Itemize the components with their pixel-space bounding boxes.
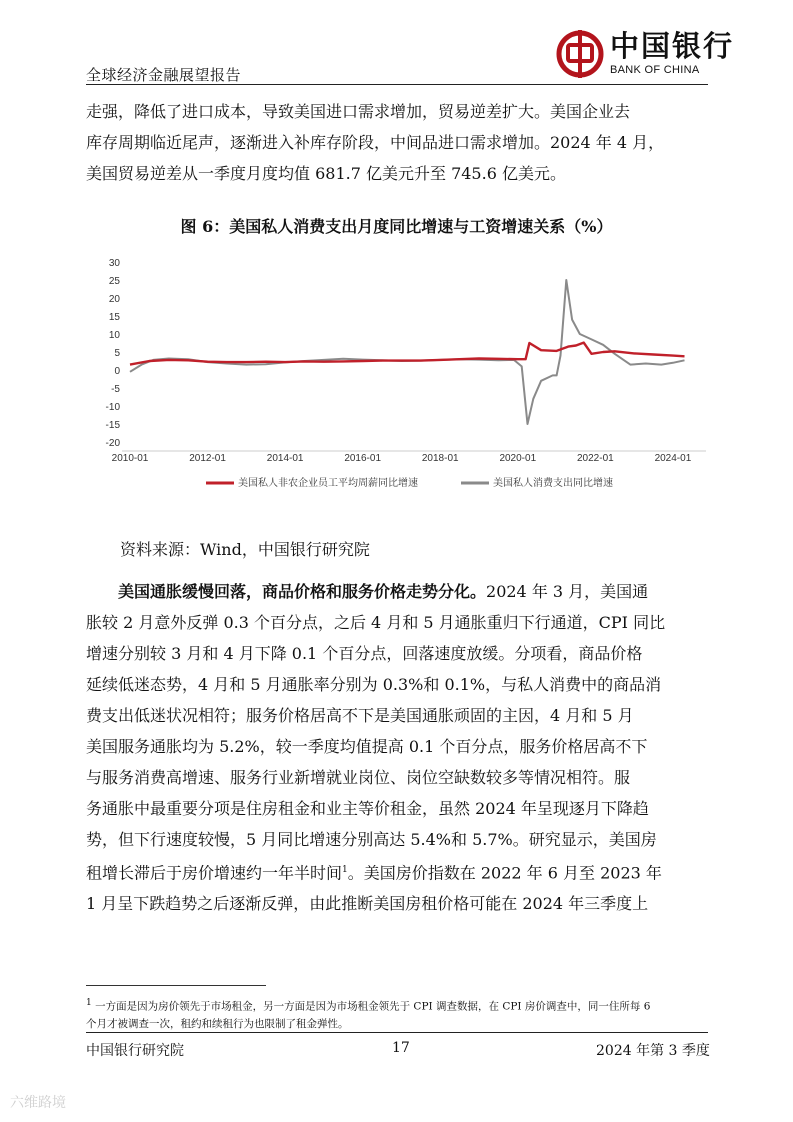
series-group xyxy=(130,280,685,424)
x-tick-label: 2014-01 xyxy=(266,453,304,464)
text-line: 费支出低迷状况相符；服务价格居高不下是美国通胀顽固的主因，4 月和 5 月 xyxy=(86,706,634,725)
x-tick-label: 2016-01 xyxy=(344,453,382,464)
x-tick-label: 2024-01 xyxy=(654,453,692,464)
series-line-1 xyxy=(130,343,685,365)
legend-label: 美国私人非农企业员工平均周薪同比增速 xyxy=(238,478,418,489)
text-line: 走强，降低了进口成本，导致美国进口需求增加，贸易逆差扩大。美国企业去 xyxy=(86,102,631,121)
footer-period: 2024 年第 3 季度 xyxy=(596,1043,710,1059)
text-line: 美国服务通胀均为 5.2%，较一季度均值提高 0.1 个百分点，服务价格居高不下 xyxy=(86,737,648,756)
text-line xyxy=(86,576,716,607)
paragraph-lead: 美国通胀缓慢回落，商品价格和服务价格走势分化。 xyxy=(118,582,487,601)
x-tick-label: 2020-01 xyxy=(499,453,537,464)
text-line: 胀较 2 月意外反弹 0.3 个百分点，之后 4 月和 5 月通胀重归下行通道，CPI 同比 xyxy=(86,613,666,632)
y-tick-label: 30 xyxy=(108,258,120,269)
legend-label: 美国私人消费支出同比增速 xyxy=(493,478,613,489)
y-tick-label: 25 xyxy=(108,276,120,287)
text-line: 增速分别较 3 月和 4 月下降 0.1 个百分点，回落速度放缓。分项看，商品价格 xyxy=(86,644,643,663)
x-tick-label: 2012-01 xyxy=(189,453,226,464)
footnote-divider xyxy=(86,985,266,986)
footnote-text: 一方面是因为房价领先于市场租金，另一方面是因为市场租金领先于 CPI 调查数据，在 CPI 房价调查中，同一住所每 6 xyxy=(91,1000,651,1013)
footer-institution: 中国银行研究院 xyxy=(86,1043,184,1059)
footnote-reference[interactable]: 1 xyxy=(342,865,348,875)
logo-text-cn: 中国银行 xyxy=(610,29,735,63)
y-tick-label: -15 xyxy=(105,420,120,431)
x-tick-label: 2018-01 xyxy=(421,453,459,464)
chart-legend xyxy=(206,476,613,489)
y-tick-label: 15 xyxy=(108,312,120,323)
text-line: 库存周期临近尾声，逐渐进入补库存阶段，中间品进口需求增加。2024 年 4 月， xyxy=(86,133,665,152)
y-tick-label: 5 xyxy=(114,348,120,359)
x-tick-label: 2022-01 xyxy=(577,453,614,464)
y-tick-label: -5 xyxy=(111,384,120,395)
text-line: 与服务消费高增速、服务行业新增就业岗位、岗位空缺数较多等情况相符。服 xyxy=(86,768,631,787)
text-line xyxy=(86,855,716,888)
y-tick-label: 10 xyxy=(108,330,120,341)
watermark: 六维路境 xyxy=(10,1094,66,1110)
line-chart xyxy=(96,248,716,498)
report-title: 全球经济金融展望报告 xyxy=(86,66,242,84)
footer-divider xyxy=(86,1032,708,1033)
header-divider xyxy=(86,84,708,85)
paragraph-trade xyxy=(86,96,716,189)
y-tick-label: -10 xyxy=(105,402,120,413)
y-axis-ticks xyxy=(106,258,121,449)
y-tick-label: 0 xyxy=(114,366,120,377)
text-span: 租增长滞后于房价增速约一年半时间 xyxy=(86,863,343,883)
x-tick-label: 2010-01 xyxy=(111,453,149,464)
text-line: 延续低迷态势，4 月和 5 月通胀率分别为 0.3%和 0.1%，与私人消费中的商品消 xyxy=(86,675,662,694)
text-line: 1 月呈下跌趋势之后逐渐反弹，由此推断美国房租价格可能在 2024 年三季度上 xyxy=(86,894,649,914)
text-line: 美国贸易逆差从一季度月度均值 681.7 亿美元升至 745.6 亿美元。 xyxy=(86,164,566,183)
y-tick-label: -20 xyxy=(105,438,120,449)
text-span: 。美国房价指数在 2022 年 6 月至 2023 年 xyxy=(347,863,662,883)
footnote xyxy=(86,995,716,1033)
paragraph-inflation xyxy=(86,576,716,919)
logo-text-en: BANK OF CHINA xyxy=(610,64,700,76)
page-number: 17 xyxy=(392,1040,410,1056)
text-line: 势，但下行速度较慢，5 月同比增速分别高达 5.4%和 5.7%。研究显示，美国房 xyxy=(86,830,657,849)
text-line: 务通胀中最重要分项是住房租金和业主等价租金，虽然 2024 年呈现逐月下降趋 xyxy=(86,799,649,818)
figure-source: 资料来源：Wind，中国银行研究院 xyxy=(120,540,370,559)
footnote-marker: 1 xyxy=(86,998,92,1008)
footnote-line: 个月才被调查一次，租约和续租行为也限制了租金弹性。 xyxy=(86,1017,349,1030)
figure-title: 图 6：美国私人消费支出月度同比增速与工资增速关系（%） xyxy=(180,217,613,236)
text-span: 2024 年 3 月，美国通 xyxy=(486,582,649,601)
x-axis-ticks xyxy=(112,453,692,464)
y-tick-label: 20 xyxy=(108,294,120,305)
footnote-line xyxy=(86,995,716,1016)
